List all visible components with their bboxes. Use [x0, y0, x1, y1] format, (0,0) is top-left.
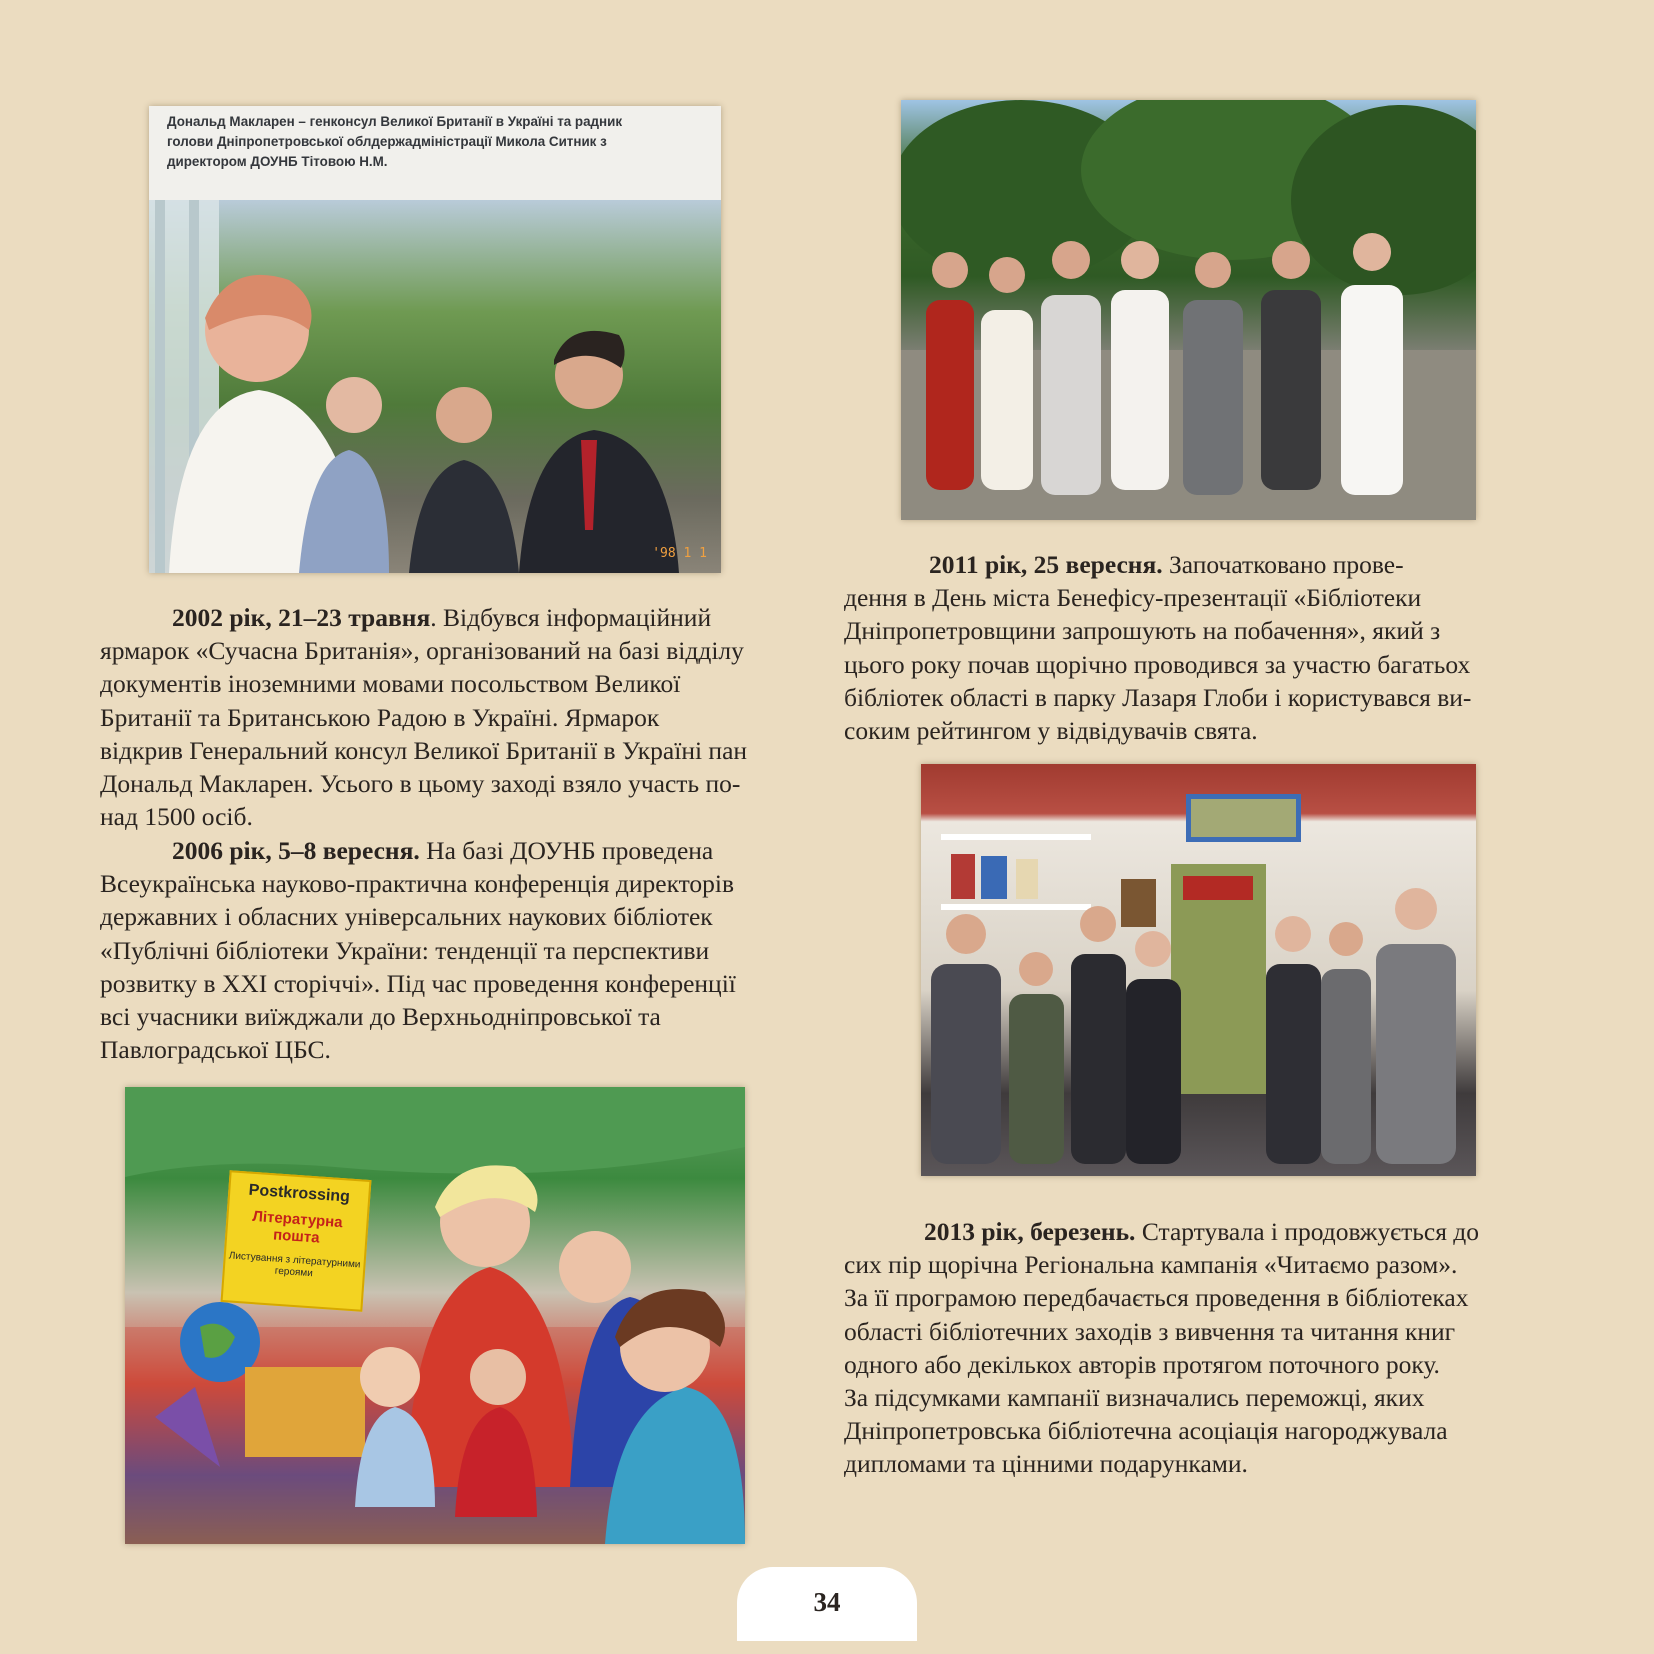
- text-line: «Публічні бібліотеки України: тенденції та перспективи: [100, 935, 710, 965]
- caption-line: голови Дніпропетровської облдержадміністрації Микола Ситник з: [167, 134, 607, 149]
- caption-line: директором ДОУНБ Тітовою Н.М.: [167, 154, 388, 169]
- paragraph-lead: 2011 рік, 25 вересня.: [929, 550, 1163, 579]
- text-line: За її програмою передбачається проведення в бібліотеках: [844, 1283, 1469, 1313]
- text-line: Започатковано прове-: [1162, 550, 1404, 579]
- text-line: над 1500 осіб.: [100, 802, 253, 832]
- exhibit-scene: [921, 764, 1476, 1176]
- paragraph-lead: 2013 рік, березень.: [924, 1217, 1136, 1246]
- text-line: ярмарок «Сучасна Британія», організований на базі відділу: [100, 636, 744, 666]
- paragraph-2013: [844, 1215, 1544, 1481]
- photo-postcrossing-booth: [125, 1087, 745, 1544]
- text-line: Стартувала і продовжується до: [1135, 1217, 1480, 1246]
- sign-footer: Листування з літературними героями: [228, 1250, 361, 1280]
- text-line: . Відбувся інформаційний: [430, 603, 712, 632]
- booth-scene: [125, 1087, 745, 1544]
- text-line: відкрив Генеральний консул Великої Британії в Україні пан: [100, 735, 748, 765]
- photo-caption-strip: [149, 106, 721, 200]
- text-line: За підсумками кампанії визначались переможці, яких: [844, 1383, 1425, 1413]
- text-line: Дональд Макларен. Усього в цьому заході взяло участь по-: [100, 769, 741, 799]
- photo-consul-visit: [149, 106, 721, 573]
- text-line: державних і обласних універсальних наукових бібліотек: [100, 902, 713, 932]
- caption-line: Дональд Макларен – генконсул Великої Британії в Україні та радник: [167, 114, 623, 129]
- text-line: Павлоградської ЦБС.: [100, 1035, 331, 1065]
- text-line: Британії та Британською Радою в Україні. Ярмарок: [100, 702, 660, 732]
- text-line: розвитку в ХХІ сторіччі». Під час проведення конференції: [100, 968, 736, 998]
- text-line: сих пір щорічна Регіональна кампанія «Читаємо разом».: [844, 1250, 1458, 1280]
- group-silhouettes: [901, 100, 1476, 520]
- photo-scene: [149, 200, 721, 573]
- text-line: одного або декількох авторів протягом поточного року.: [844, 1349, 1440, 1379]
- text-line: Всеукраїнська науково-практична конференція директорів: [100, 869, 735, 899]
- text-line: всі учасники виїжджали до Верхньодніпровської та: [100, 1002, 661, 1032]
- paragraph-lead: 2006 рік, 5–8 вересня.: [172, 836, 420, 865]
- photo-caption: [167, 112, 707, 172]
- text-line: дення в День міста Бенефісу-презентації «Бібліотеки: [844, 583, 1422, 613]
- page-number-tab: [737, 1567, 917, 1641]
- text-line: Дніпропетровщини запрошують на побачення», який з: [844, 616, 1441, 646]
- text-line: На базі ДОУНБ проведена: [419, 836, 714, 865]
- paragraph-2002: [100, 601, 820, 833]
- text-line: соким рейтингом у відвідувачів свята.: [844, 716, 1258, 746]
- date-stamp: '98 1 1: [652, 546, 707, 561]
- photo-library-exhibit: [921, 764, 1476, 1176]
- text-line: Дніпропетровська бібліотечна асоціація нагороджувала: [844, 1416, 1448, 1446]
- text-line: бібліотек області в парку Лазаря Глоби і користувався ви-: [844, 682, 1472, 712]
- sign-title: Postkrossing: [248, 1181, 351, 1206]
- page-number: 34: [813, 1587, 841, 1617]
- photo-city-day-group: [901, 100, 1476, 520]
- text-line: дипломами та цінними подарунками.: [844, 1449, 1248, 1479]
- paragraph-2011: [844, 548, 1544, 747]
- paragraph-2006: [100, 834, 820, 1066]
- postcrossing-sign: [221, 1170, 372, 1312]
- text-line: документів іноземними мовами посольством Великої: [100, 669, 681, 699]
- paragraph-lead: 2002 рік, 21–23 травня: [172, 603, 431, 632]
- text-line: цього року почав щорічно проводився за участю багатьох: [844, 649, 1471, 679]
- text-line: області бібліотечних заходів з вивчення та читання книг: [844, 1316, 1456, 1346]
- sign-subtitle: Літературна пошта: [251, 1207, 344, 1247]
- people-silhouettes: [149, 200, 721, 573]
